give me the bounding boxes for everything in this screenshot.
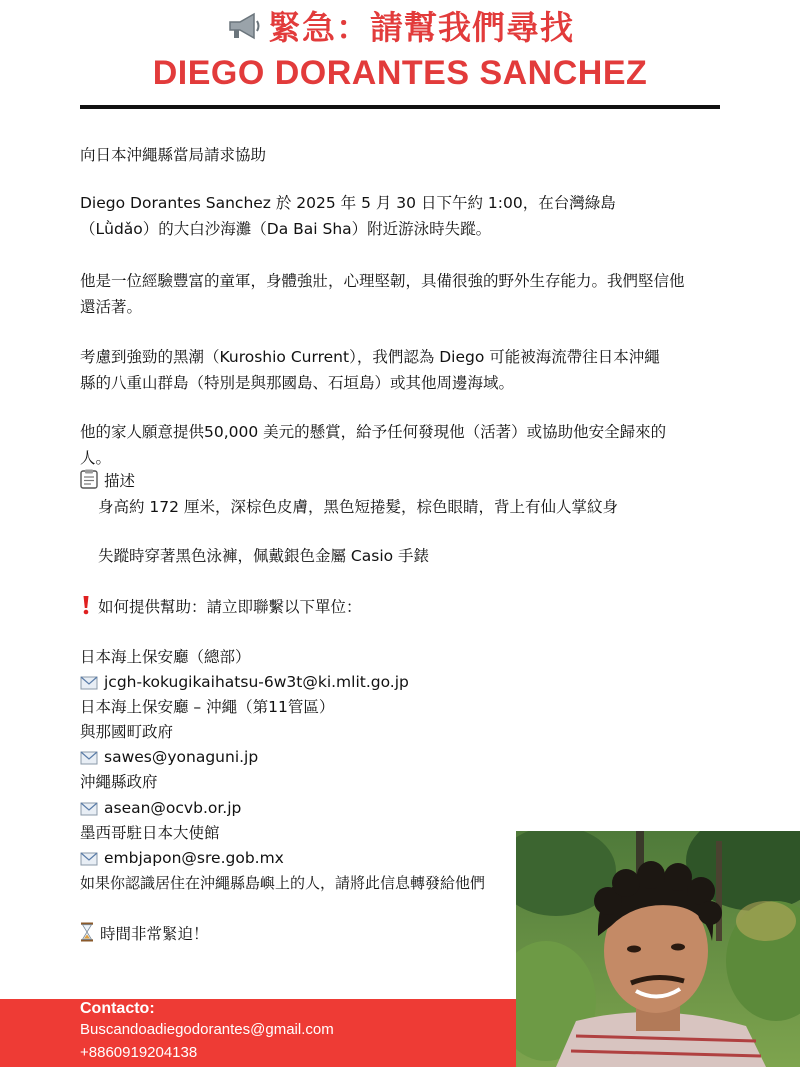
- clipboard-icon: [80, 469, 98, 497]
- current-paragraph: [80, 344, 720, 396]
- missing-person-photo: [516, 831, 800, 1067]
- footer-email[interactable]: Buscandoadiegodorantes@gmail.com: [80, 1021, 334, 1038]
- disappearance-paragraph: [80, 190, 720, 242]
- help-heading: [80, 594, 720, 623]
- contact-email[interactable]: [80, 846, 284, 874]
- paragraph-line: 他的家人願意提供50,000 美元的懸賞，給予任何發現他（活著）或協助他安全歸來的: [80, 423, 667, 441]
- contact-org: 與那國町政府: [80, 723, 174, 741]
- paragraph-line: 人。: [80, 449, 112, 467]
- header-divider: [80, 105, 720, 109]
- email-text[interactable]: jcgh-kokugikaihatsu-6w3t@ki.mlit.go.jp: [104, 673, 409, 691]
- contact-email[interactable]: [80, 745, 258, 773]
- footer-phone[interactable]: +8860919204138: [80, 1044, 198, 1061]
- paragraph-line: Diego Dorantes Sanchez 於 2025 年 5 月 30 日下午約 1:00，在台灣綠島: [80, 194, 616, 212]
- urgent-note: [80, 922, 209, 950]
- paragraph-line: 他是一位經驗豐富的童軍，身體強壯，心理堅韌，具備很強的野外生存能力。我們堅信他: [80, 272, 685, 290]
- contact-org: 墨西哥駐日本大使館: [80, 824, 220, 842]
- contact-org: 沖繩縣政府: [80, 773, 158, 791]
- paragraph-line: （Lǜdǎo）的大白沙海灘（Da Bai Sha）附近游泳時失蹤。: [80, 220, 492, 238]
- urgent-text: 時間非常緊迫！: [100, 925, 209, 943]
- description-heading: [80, 468, 720, 497]
- scout-paragraph: [80, 268, 720, 320]
- email-text[interactable]: asean@ocvb.or.jp: [104, 799, 242, 817]
- hourglass-icon: [80, 922, 94, 950]
- description-heading-text: 描述: [104, 472, 136, 490]
- contact-email[interactable]: [80, 796, 241, 824]
- description-line: 身高約 172 厘米，深棕色皮膚，黑色短捲髮，棕色眼睛，背上有仙人掌紋身: [98, 498, 618, 516]
- contact-org: 日本海上保安廳 – 沖繩（第11管區）: [80, 698, 335, 716]
- exclamation-icon: [80, 595, 92, 623]
- email-text[interactable]: embjapon@sre.gob.mx: [104, 849, 284, 867]
- megaphone-icon: [226, 10, 262, 49]
- reward-paragraph: [80, 419, 720, 471]
- urgent-title-text: 緊急：請幫我們尋找: [268, 8, 574, 47]
- email-text[interactable]: sawes@yonaguni.jp: [104, 748, 259, 766]
- request-line: 向日本沖繩縣當局請求協助: [80, 146, 267, 164]
- paragraph-line: 還活著。: [80, 298, 143, 316]
- paragraph-line: 考慮到強勁的黑潮（Kuroshio Current），我們認為 Diego 可能被海流帶往日本沖繩: [80, 348, 660, 366]
- forward-request: 如果你認識居住在沖繩縣島嶼上的人，請將此信息轉發給他們: [80, 874, 486, 892]
- help-heading-text: 如何提供幫助：請立即聯繫以下單位：: [98, 598, 362, 616]
- urgent-title: [0, 2, 800, 49]
- paragraph-line: 縣的八重山群島（特別是與那國島、石垣島）或其他周邊海域。: [80, 374, 515, 392]
- footer-label: Contacto:: [80, 1000, 155, 1017]
- contact-org: 日本海上保安廳（總部）: [80, 648, 251, 666]
- description-line: 失蹤時穿著黑色泳褲，佩戴銀色金屬 Casio 手錶: [98, 547, 430, 565]
- contact-email[interactable]: [80, 670, 409, 698]
- missing-person-name: DIEGO DORANTES SANCHEZ: [152, 54, 648, 92]
